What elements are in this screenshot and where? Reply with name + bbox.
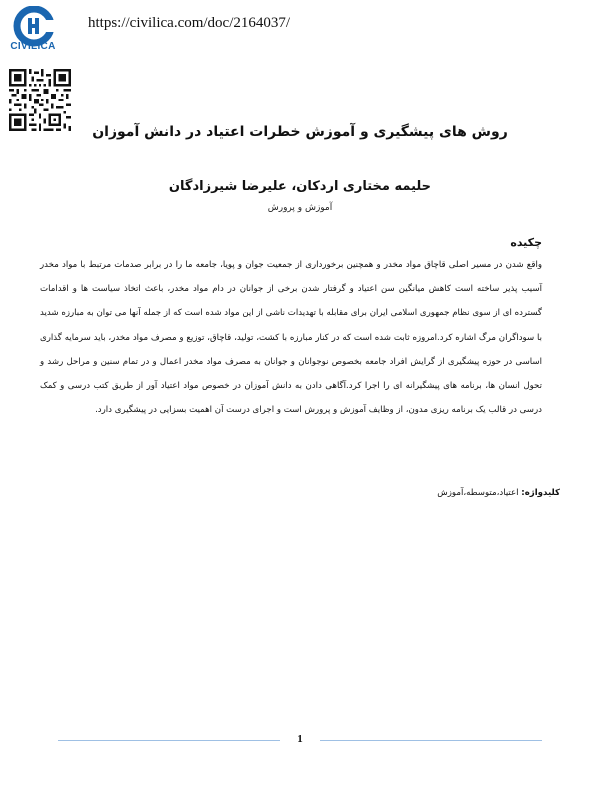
footer-rule-left [58, 740, 280, 741]
qr-code-icon [9, 69, 71, 131]
keywords-line [437, 488, 560, 498]
document-url[interactable]: https://civilica.com/doc/2164037/ [88, 15, 291, 31]
footer-rule-right [320, 740, 542, 741]
keywords-values: اعتیاد،متوسطه،آموزش [437, 488, 522, 498]
author-affiliation: آموزش و پرورش [267, 203, 333, 213]
keywords-label: کلیدواژه: [521, 488, 560, 498]
page-number: 1 [297, 733, 303, 745]
abstract-heading: چکیده [510, 236, 542, 249]
abstract-text: واقع شدن در مسیر اصلی قاچاق مواد مخدر و همچنین برخورداری از جمعیت جوان و پویا، جامعه ما را در برابر صدمات مرتبط با مواد مخدر آسیب پذیر ساخته است کاهش میانگین سن اعتیاد و گرفتار شدن برخی از جوانان در دام مواد مخدر، باعث اتخاذ سیاست ها و اقدامات گسترده ای از سوی نظام جمهوری اسلامی ایران برای مقابله با تهدیدات ناشی از این مواد شده است که از جمله آنها می توان به مبارزه شدید با سوداگران مرگ اشاره کرد.امروزه ثابت شده است که در کنار مبارزه با کشت، تولید، قاچاق، توزیع و مصرف مواد مخدر، باید سرمایه گذاری اساسی در حوزه پیشگیری از گرایش افراد جامعه بخصوص نوجوانان و جوانان به مصرف مواد مخدر اعمال و در تمام سنین و مراحل رشد و تحول انسان ها، برنامه های پیشگیرانه ای را اجرا کرد.آگاهی دادن به دانش آموزان در خصوص مواد اعتیاد آور از طریق کتب درسی و کمک درسی در قالب یک برنامه ریزی مدون، از وظایف آموزش و پرورش است و اجرای درست آن اهمیت بسزایی در پیشگیری دارد. [40, 260, 542, 416]
logo-text: CIVILICA [10, 41, 56, 52]
paper-authors: حلیمه مختاری اردکان، علیرضا شیرزادگان [168, 179, 432, 194]
paper-title: روش های پیشگیری و آموزش خطرات اعتیاد در دانش آموزان [92, 124, 508, 140]
